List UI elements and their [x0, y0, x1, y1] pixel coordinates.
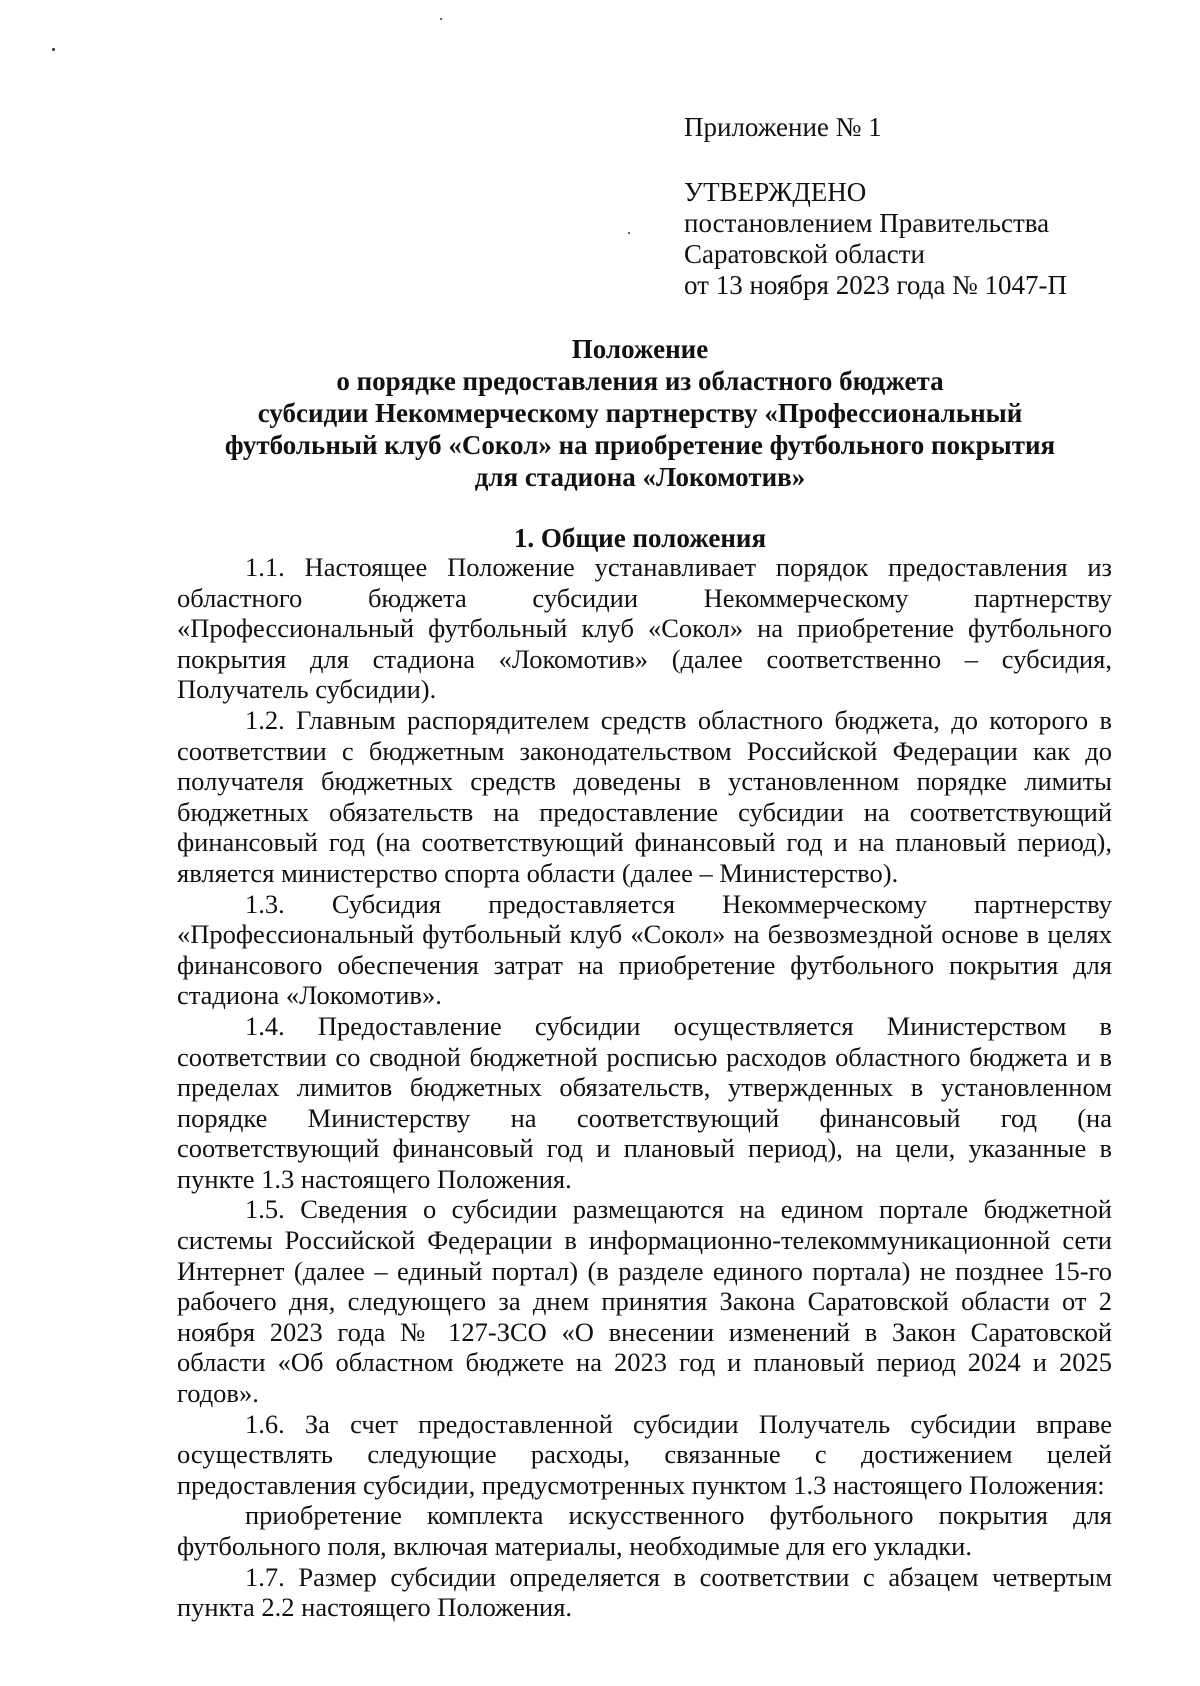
paragraph-1-7: 1.7. Размер субсидии определяется в соответствии с абзацем четвертым пункта 2.2 настоящего Положения. — [177, 1561, 1112, 1623]
paragraph-1-2: 1.2. Главным распорядителем средств областного бюджета, до которого в соответствии с бюджетным законодательством Российской Федерации как до получателя бюджетных средств доведены в установленном порядке лимиты бюджетных обязательств на предоставление субсидии на соответствующий финансовый год (на соответствующий финансовый год и на плановый период), является министерство спорта области (далее – Министерство). — [177, 704, 1112, 888]
title-line: футбольный клуб «Сокол» на приобретение футбольного покрытия — [224, 430, 1056, 460]
approved-stamp: УТВЕРЖДЕНО — [684, 177, 867, 207]
title-line: субсидии Некоммерческому партнерству «Профессиональный — [257, 398, 1023, 428]
paragraph-1-1: 1.1. Настоящее Положение устанавливает порядок предоставления из областного бюджета субсидии Некоммерческому партнерству «Профессиональный футбольный клуб «Сокол» на приобретение футбольного покрытия для стадиона «Локомотив» (далее соответственно – субсидия, Получатель субсидии). — [177, 552, 1112, 705]
title-line: о порядке предоставления из областного бюджета — [336, 366, 944, 396]
scan-speck — [52, 48, 55, 51]
document-title — [150, 333, 1130, 493]
annex-number: Приложение № 1 — [684, 112, 882, 142]
section-heading: 1. Общие положения — [513, 523, 767, 553]
paragraph-1-5: 1.5. Сведения о субсидии размещаются на едином портале бюджетной системы Российской Федерации в информационно-телекоммуникационной сети Интернет (далее – единый портал) (в разделе единого портала) не позднее 15-го рабочего дня, следующего за днем принятия Закона Саратовской области от 2 ноября 2023 года № 127-ЗСО «О внесении изменений в Закон Саратовской области «Об областном бюджете на 2023 год и плановый период 2024 и 2025 годов». — [177, 1194, 1112, 1409]
paragraph-1-6: 1.6. За счет предоставленной субсидии Получатель субсидии вправе осуществлять следующие расходы, связанные с достижением целей предоставления субсидии, предусмотренных пунктом 1.3 настоящего Положения: — [177, 1408, 1112, 1500]
section-body — [177, 552, 1112, 1623]
approval-line: постановлением Правительства — [684, 208, 1050, 238]
paragraph-1-6-item: приобретение комплекта искусственного футбольного покрытия для футбольного поля, включая материалы, необходимые для его укладки. — [177, 1500, 1112, 1561]
title-line: для стадиона «Локомотив» — [474, 462, 806, 492]
paragraph-1-3: 1.3. Субсидия предоставляется Некоммерческому партнерству «Профессиональный футбольный клуб «Сокол» на безвозмездной основе в целях финансового обеспечения затрат на приобретение футбольного покрытия для стадиона «Локомотив». — [177, 888, 1112, 1011]
paragraph-1-4: 1.4. Предоставление субсидии осуществляется Министерством в соответствии со сводной бюджетной росписью расходов областного бюджета и в пределах лимитов бюджетных обязательств, утвержденных в установленном порядке Министерству на соответствующий финансовый год (на соответствующий финансовый год и плановый период), на цели, указанные в пункте 1.3 настоящего Положения. — [177, 1010, 1112, 1194]
scan-speck — [440, 18, 442, 20]
approval-line: Саратовской области — [684, 239, 925, 269]
title-line: Положение — [571, 334, 709, 364]
approval-block — [684, 112, 1144, 301]
scan-speck — [628, 232, 630, 234]
approval-line: от 13 ноября 2023 года № 1047-П — [684, 270, 1068, 300]
